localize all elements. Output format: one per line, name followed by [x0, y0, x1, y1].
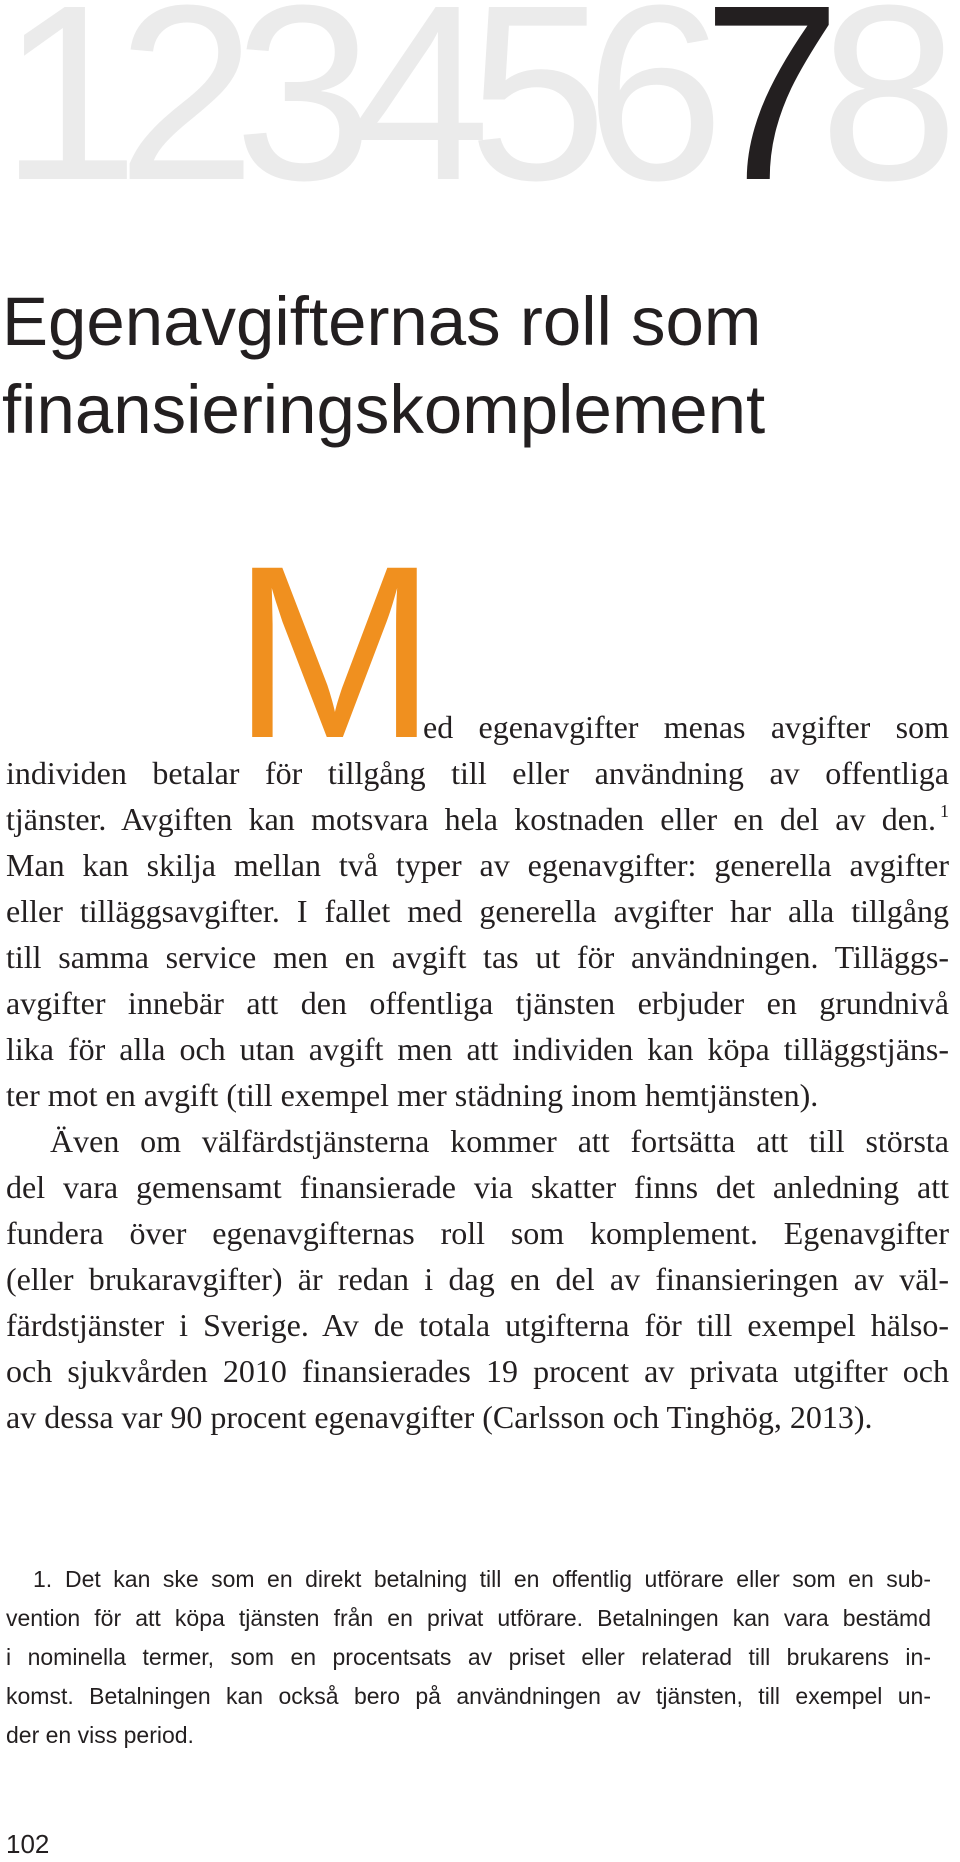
- text-line-with-footnote-ref: [6, 796, 949, 842]
- current-chapter-number: 7: [702, 0, 820, 232]
- page-number: 102: [6, 1829, 50, 1859]
- chapter-numbers-before: 123456: [0, 0, 703, 232]
- text-line: del vara gemensamt finansierade via skatter finns det anledning att: [6, 1169, 949, 1205]
- chapter-title: Egenavgifternas roll som finansieringskomplement: [2, 283, 766, 448]
- chapter-numbers-after: 8: [819, 0, 937, 232]
- text-line: lika för alla och utan avgift men att individen kan köpa tilläggstjäns-: [6, 1031, 949, 1067]
- text-line: till samma service men en avgift tas ut för användningen. Tilläggs-: [6, 939, 949, 975]
- text-line: Även om välfärdstjänsterna kommer att fortsätta att till största: [50, 1123, 949, 1159]
- footnote-number: 1.: [33, 1566, 53, 1592]
- paragraph-1: [6, 704, 949, 1118]
- body-text: [6, 704, 949, 1440]
- drop-cap: M: [232, 515, 437, 790]
- text-line: och sjukvården 2010 finansierades 19 procent av privata utgifter och: [6, 1353, 949, 1389]
- text-line: färdstjänster i Sverige. Av de totala utgifterna för till exempel hälso-: [6, 1307, 949, 1343]
- text-line: av dessa var 90 procent egenavgifter (Carlsson och Tinghög, 2013).: [6, 1399, 873, 1435]
- footnote-text-line: i nominella termer, som en procentsats av priset eller relaterad till brukarens in-: [6, 1644, 931, 1670]
- footnote-reference: 1: [940, 801, 949, 821]
- chapter-number-strip: [0, 0, 937, 232]
- footnote-text-line: komst. Betalningen kan också bero på användningen av tjänsten, till exempel un-: [6, 1683, 931, 1709]
- footnote-first-line: [6, 1560, 931, 1599]
- footnote-text-line: der en viss period.: [6, 1722, 194, 1748]
- footnote-text-line: Det kan ske som en direkt betalning till en offentlig utförare eller som en sub-: [65, 1566, 931, 1592]
- text-line: fundera över egenavgifternas roll som komplement. Egenavgifter: [6, 1215, 949, 1251]
- text-line: Man kan skilja mellan två typer av egenavgifter: generella avgifter: [6, 847, 949, 883]
- text-line: avgifter innebär att den offentliga tjänsten erbjuder en grundnivå: [6, 985, 949, 1021]
- text-line: tjänster. Avgiften kan motsvara hela kostnaden eller en del av den.: [6, 801, 936, 837]
- footnote-text-line: vention för att köpa tjänsten från en privat utförare. Betalningen kan vara bestämd: [6, 1605, 931, 1631]
- footnote: [6, 1560, 931, 1755]
- text-line: eller tilläggsavgifter. I fallet med generella avgifter har alla tillgång: [6, 893, 949, 929]
- text-line: ter mot en avgift (till exempel mer städning inom hemtjänsten).: [6, 1077, 819, 1113]
- text-line: (eller brukaravgifter) är redan i dag en del av finansieringen av väl-: [6, 1261, 949, 1297]
- paragraph-2: [6, 1118, 949, 1440]
- text-line: individen betalar för tillgång till eller användning av offentliga: [6, 755, 949, 791]
- paragraph-1-first-line: ed egenavgifter menas avgifter som: [423, 709, 949, 745]
